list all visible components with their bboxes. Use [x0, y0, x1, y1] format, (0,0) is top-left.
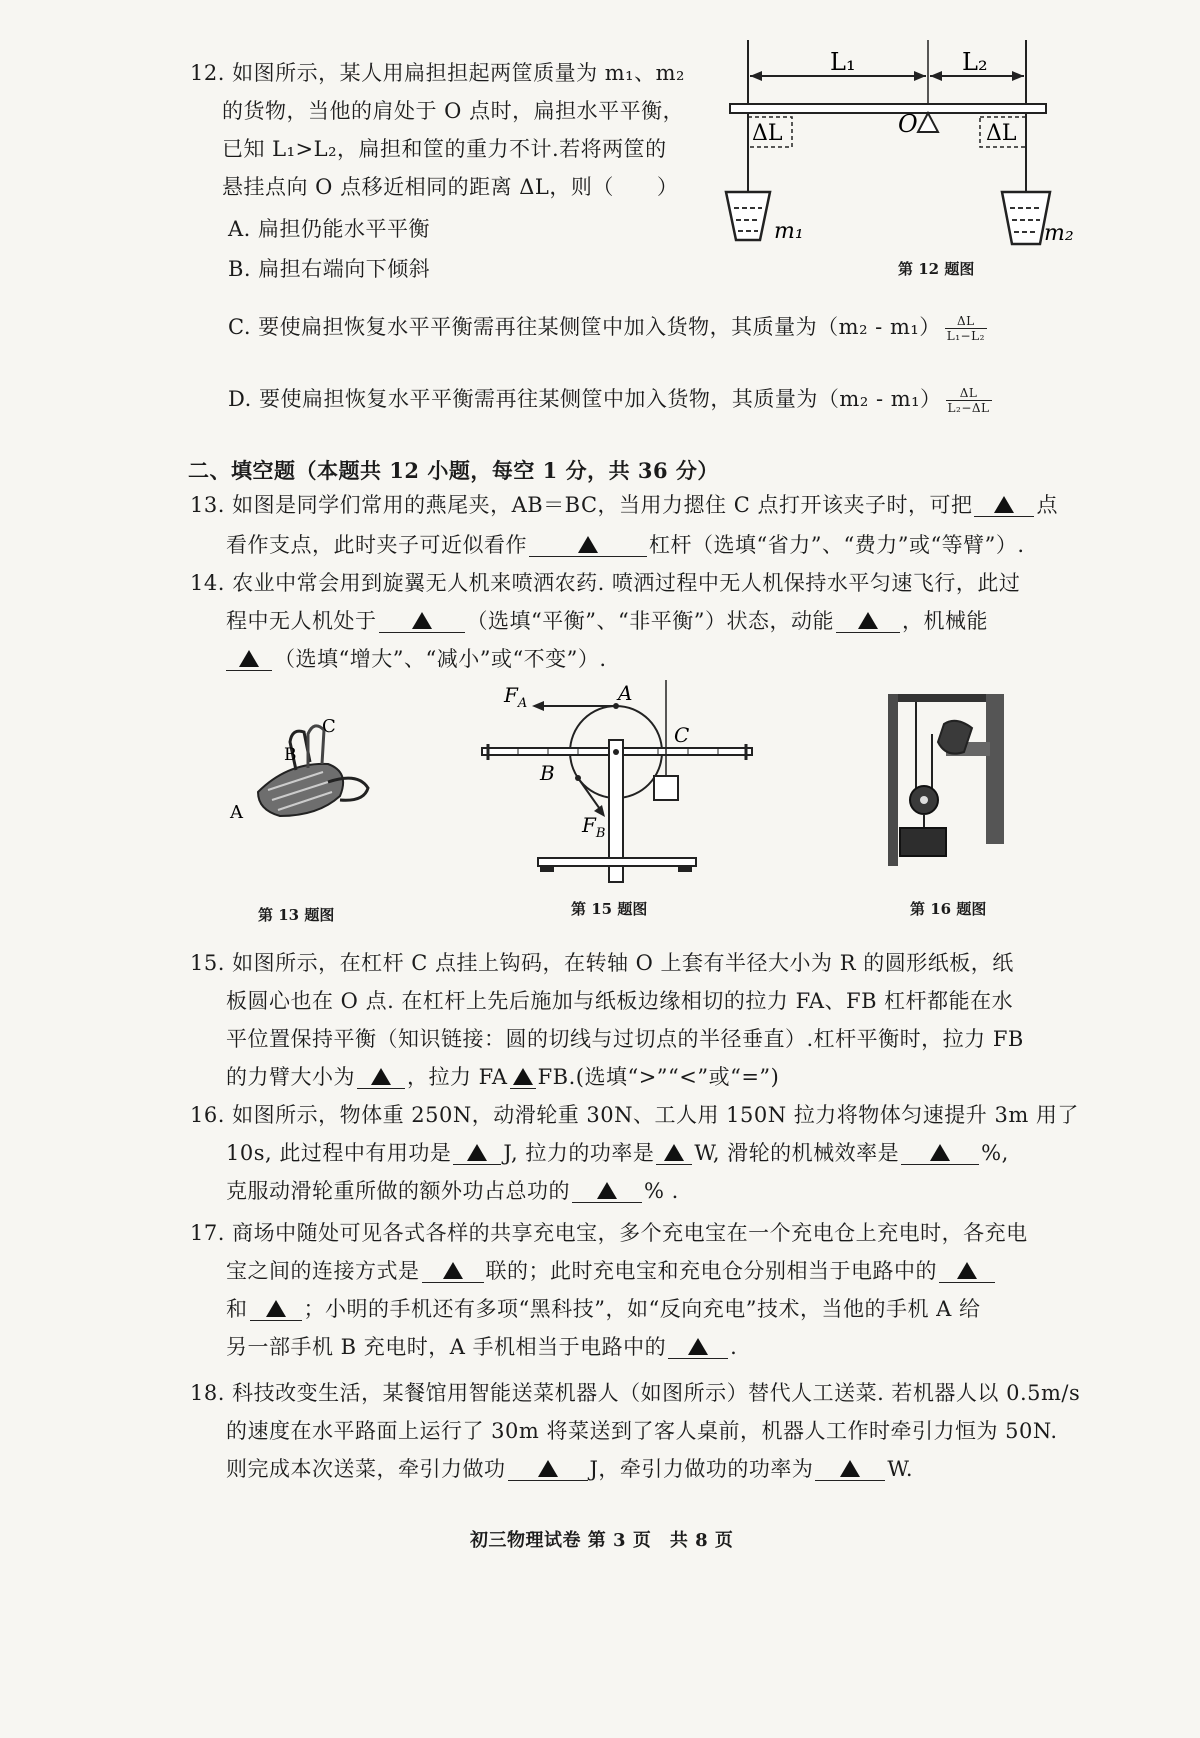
section-heading: 二、填空题（本题共 12 小题，每空 1 分，共 36 分） — [188, 458, 719, 483]
q18-text-e: W. — [887, 1457, 914, 1481]
q15-text-f: FB.(选填“>”“<”或“=”) — [537, 1065, 780, 1089]
fig12-left-basket — [726, 192, 770, 240]
triangle-icon — [994, 496, 1014, 513]
page-footer: 初三物理试卷 第 3 页 共 8 页 — [470, 1530, 734, 1551]
q17-text-f: 另一部手机 B 充电时，A 手机相当于电路中的 — [226, 1335, 667, 1359]
q16-text-e: %, — [981, 1141, 1009, 1165]
q12-option-d-fraction — [946, 386, 992, 415]
fig12-fulcrum — [918, 113, 938, 132]
q17-text-d: 和 — [226, 1297, 248, 1321]
triangle-icon — [578, 536, 598, 553]
fig15-FA-subscript: A — [517, 696, 528, 711]
fig15-foot — [540, 866, 554, 872]
triangle-icon — [467, 1144, 487, 1161]
figure-12-carrying-pole — [690, 40, 1090, 270]
q15-text-d: 的力臂大小为 — [226, 1065, 355, 1089]
triangle-icon — [412, 612, 432, 629]
fig12-L1-label: L₁ — [830, 48, 856, 76]
q15-line2: 板圆心也在 O 点. 在杠杆上先后施加与纸板边缘相切的拉力 FA、FB 杠杆都能在水 — [226, 989, 1014, 1013]
fig15-pivot — [613, 749, 619, 755]
answer-blank[interactable] — [901, 1142, 979, 1165]
q14-text-d: ，机械能 — [901, 609, 988, 633]
q16-line3 — [226, 1176, 679, 1206]
fig15-FB-label — [581, 813, 605, 841]
answer-blank[interactable] — [226, 648, 272, 671]
arrowhead — [750, 71, 762, 81]
q16-line2 — [226, 1138, 1009, 1168]
q14-text-c: （选填“平衡”、“非平衡”）状态，动能 — [466, 609, 834, 633]
answer-blank[interactable] — [939, 1260, 995, 1283]
q12-option-c — [228, 312, 987, 343]
q14-text-e: （选填“增大”、“减小”或“不变”）. — [274, 647, 607, 671]
triangle-icon — [239, 650, 259, 667]
q18-line2: 的速度在水平路面上运行了 30m 将菜送到了客人桌前，机器人工作时牵引力恒为 50N. — [226, 1419, 1058, 1443]
fig15-A-label: A — [618, 681, 633, 705]
q12-option-d — [228, 384, 992, 415]
fig13-C-label: C — [322, 716, 336, 737]
q15-line3: 平位置保持平衡（知识链接：圆的切线与过切点的半径垂直）.杠杆平衡时，拉力 FB — [226, 1027, 1024, 1051]
triangle-icon — [858, 612, 878, 629]
q14-line1: 14. 农业中常会用到旋翼无人机来喷洒农药. 喷洒过程中无人机保持水平匀速飞行，此过 — [190, 571, 1021, 595]
answer-blank[interactable] — [510, 1066, 536, 1089]
arrowhead — [930, 71, 942, 81]
q16-text-c: J, 拉力的功率是 — [503, 1141, 655, 1165]
q17-line4 — [226, 1332, 737, 1362]
fig13-caption: 第 13 题图 — [258, 906, 335, 924]
triangle-icon — [513, 1068, 533, 1085]
fig13-A-label: A — [230, 802, 243, 823]
q12-option-b: B. 扁担右端向下倾斜 — [228, 257, 431, 281]
fig12-pole — [730, 104, 1046, 113]
fig16-caption: 第 16 题图 — [910, 900, 987, 918]
fig15-C-label: C — [674, 723, 690, 747]
q16-line1: 16. 如图所示，物体重 250N，动滑轮重 30N、工人用 150N 拉力将物体匀速提升 3m 用了 — [190, 1103, 1079, 1127]
fig12-right-basket — [1002, 192, 1050, 244]
q12-option-c-fraction — [945, 314, 987, 343]
q13-text-a: 13. 如图是同学们常用的燕尾夹，AB＝BC，当用力摁住 C 点打开该夹子时，可把 — [190, 493, 973, 517]
fig16-frame-left — [888, 694, 898, 866]
q15-text-e: ，拉力 FA — [407, 1065, 508, 1089]
triangle-icon — [266, 1300, 286, 1317]
q16-text-b: 10s, 此过程中有用功是 — [226, 1141, 452, 1165]
figure-16-pulley — [886, 694, 1006, 866]
q12-option-d-text: D. 要使扁担恢复水平平衡需再往某侧筐中加入货物，其质量为（m₂ - m₁） — [228, 387, 942, 411]
q17-text-b: 宝之间的连接方式是 — [226, 1259, 420, 1283]
frac-den: L₁−L₂ — [946, 329, 985, 343]
q18-line3 — [226, 1454, 913, 1484]
fig15-FB-letter: F — [582, 813, 596, 837]
fig12-L2-label: L₂ — [962, 48, 988, 76]
answer-blank[interactable] — [656, 1142, 692, 1165]
q13-line2 — [226, 530, 1025, 560]
q12-line1: 12. 如图所示，某人用扁担担起两筐质量为 m₁、m₂ — [190, 61, 685, 85]
q17-text-c: 联的；此时充电宝和充电仓分别相当于电路中的 — [485, 1259, 937, 1283]
q12-option-a: A. 扁担仍能水平平衡 — [228, 217, 431, 241]
triangle-icon — [538, 1460, 558, 1477]
answer-blank[interactable] — [250, 1298, 302, 1321]
q12-line2: 的货物，当他的肩处于 O 点时，扁担水平平衡， — [222, 99, 685, 123]
q12-line3: 已知 L₁>L₂，扁担和筐的重力不计.若将两筐的 — [222, 137, 667, 161]
arrowhead — [914, 71, 926, 81]
answer-blank[interactable] — [357, 1066, 405, 1089]
q12-option-c-text: C. 要使扁担恢复水平平衡需再往某侧筐中加入货物，其质量为（m₂ - m₁） — [228, 315, 941, 339]
fig12-dL-left-label: ΔL — [752, 121, 783, 146]
fig12-caption: 第 12 题图 — [898, 260, 975, 278]
q18-text-c: 则完成本次送菜，牵引力做功 — [226, 1457, 506, 1481]
q13-line1 — [190, 490, 1058, 520]
q18-line1: 18. 科技改变生活，某餐馆用智能送菜机器人（如图所示）替代人工送菜. 若机器人以 0.5m/s — [190, 1381, 1081, 1405]
figure-13-binder-clip — [228, 712, 388, 832]
fig15-weight — [654, 776, 678, 800]
fig13-B-label: B — [284, 745, 297, 765]
q15-line4 — [226, 1062, 779, 1092]
fig16-pulley-axle — [920, 796, 928, 804]
q17-line2 — [226, 1256, 997, 1286]
fig12-O-label: O — [898, 110, 918, 138]
answer-blank[interactable] — [815, 1458, 885, 1481]
frac-num: ΔL — [945, 314, 987, 329]
answer-blank[interactable] — [379, 610, 465, 633]
fig15-FB-subscript: B — [595, 826, 606, 841]
q17-line1: 17. 商场中随处可见各式各样的共享充电宝，多个充电宝在一个充电仓上充电时，各充电 — [190, 1221, 1028, 1245]
fig12-m2-label: m₂ — [1044, 221, 1074, 246]
answer-blank[interactable] — [974, 494, 1034, 517]
q12-line4: 悬挂点向 O 点移近相同的距离 ΔL，则（ ） — [222, 175, 679, 199]
frac-num: ΔL — [946, 386, 992, 401]
fig15-B-label: B — [540, 761, 555, 785]
answer-blank[interactable] — [668, 1336, 728, 1359]
frac-den: L₂−ΔL — [947, 401, 990, 415]
fig15-FA-label — [503, 683, 527, 711]
triangle-icon — [840, 1460, 860, 1477]
figure-15-lever-disc — [478, 680, 758, 890]
q14-text-b: 程中无人机处于 — [226, 609, 377, 633]
fig15-FA-letter: F — [504, 683, 518, 707]
q13-text-d: 杠杆（选填“省力”、“费力”或“等臂”）. — [649, 533, 1025, 557]
q15-line1: 15. 如图所示，在杠杆 C 点挂上钩码，在转轴 O 上套有半径大小为 R 的圆形纸板，纸 — [190, 951, 1014, 975]
answer-blank[interactable] — [453, 1142, 501, 1165]
fig16-frame-right — [986, 694, 1004, 844]
answer-blank[interactable] — [508, 1458, 588, 1481]
fig15-base — [538, 858, 696, 866]
answer-blank[interactable] — [836, 610, 900, 633]
q18-text-d: J，牵引力做功的功率为 — [589, 1457, 814, 1481]
q14-line2 — [226, 606, 988, 636]
triangle-icon — [664, 1144, 684, 1161]
fig12-dL-right-label: ΔL — [986, 121, 1017, 146]
fig15-caption: 第 15 题图 — [571, 900, 648, 918]
fig16-load — [900, 828, 946, 856]
triangle-icon — [443, 1262, 463, 1279]
arrowhead — [532, 701, 544, 711]
triangle-icon — [688, 1338, 708, 1355]
triangle-icon — [371, 1068, 391, 1085]
q14-line3 — [226, 644, 607, 674]
answer-blank[interactable] — [529, 534, 647, 557]
q17-line3 — [226, 1294, 980, 1324]
fig15-foot — [678, 866, 692, 872]
fig12-m1-label: m₁ — [774, 219, 804, 244]
q16-text-d: W, 滑轮的机械效率是 — [694, 1141, 900, 1165]
q17-text-e: ；小明的手机还有多项“黑科技”，如“反向充电”技术，当他的手机 A 给 — [303, 1297, 981, 1321]
answer-blank[interactable] — [572, 1180, 642, 1203]
q16-text-f: 克服动滑轮重所做的额外功占总功的 — [226, 1179, 570, 1203]
q16-text-g: % . — [644, 1179, 679, 1203]
q13-text-c: 看作支点，此时夹子可近似看作 — [226, 533, 527, 557]
q13-text-b: 点 — [1036, 493, 1058, 517]
triangle-icon — [930, 1144, 950, 1161]
q17-text-g: . — [730, 1335, 738, 1359]
arrowhead — [1012, 71, 1024, 81]
answer-blank[interactable] — [422, 1260, 484, 1283]
triangle-icon — [597, 1182, 617, 1199]
triangle-icon — [957, 1262, 977, 1279]
